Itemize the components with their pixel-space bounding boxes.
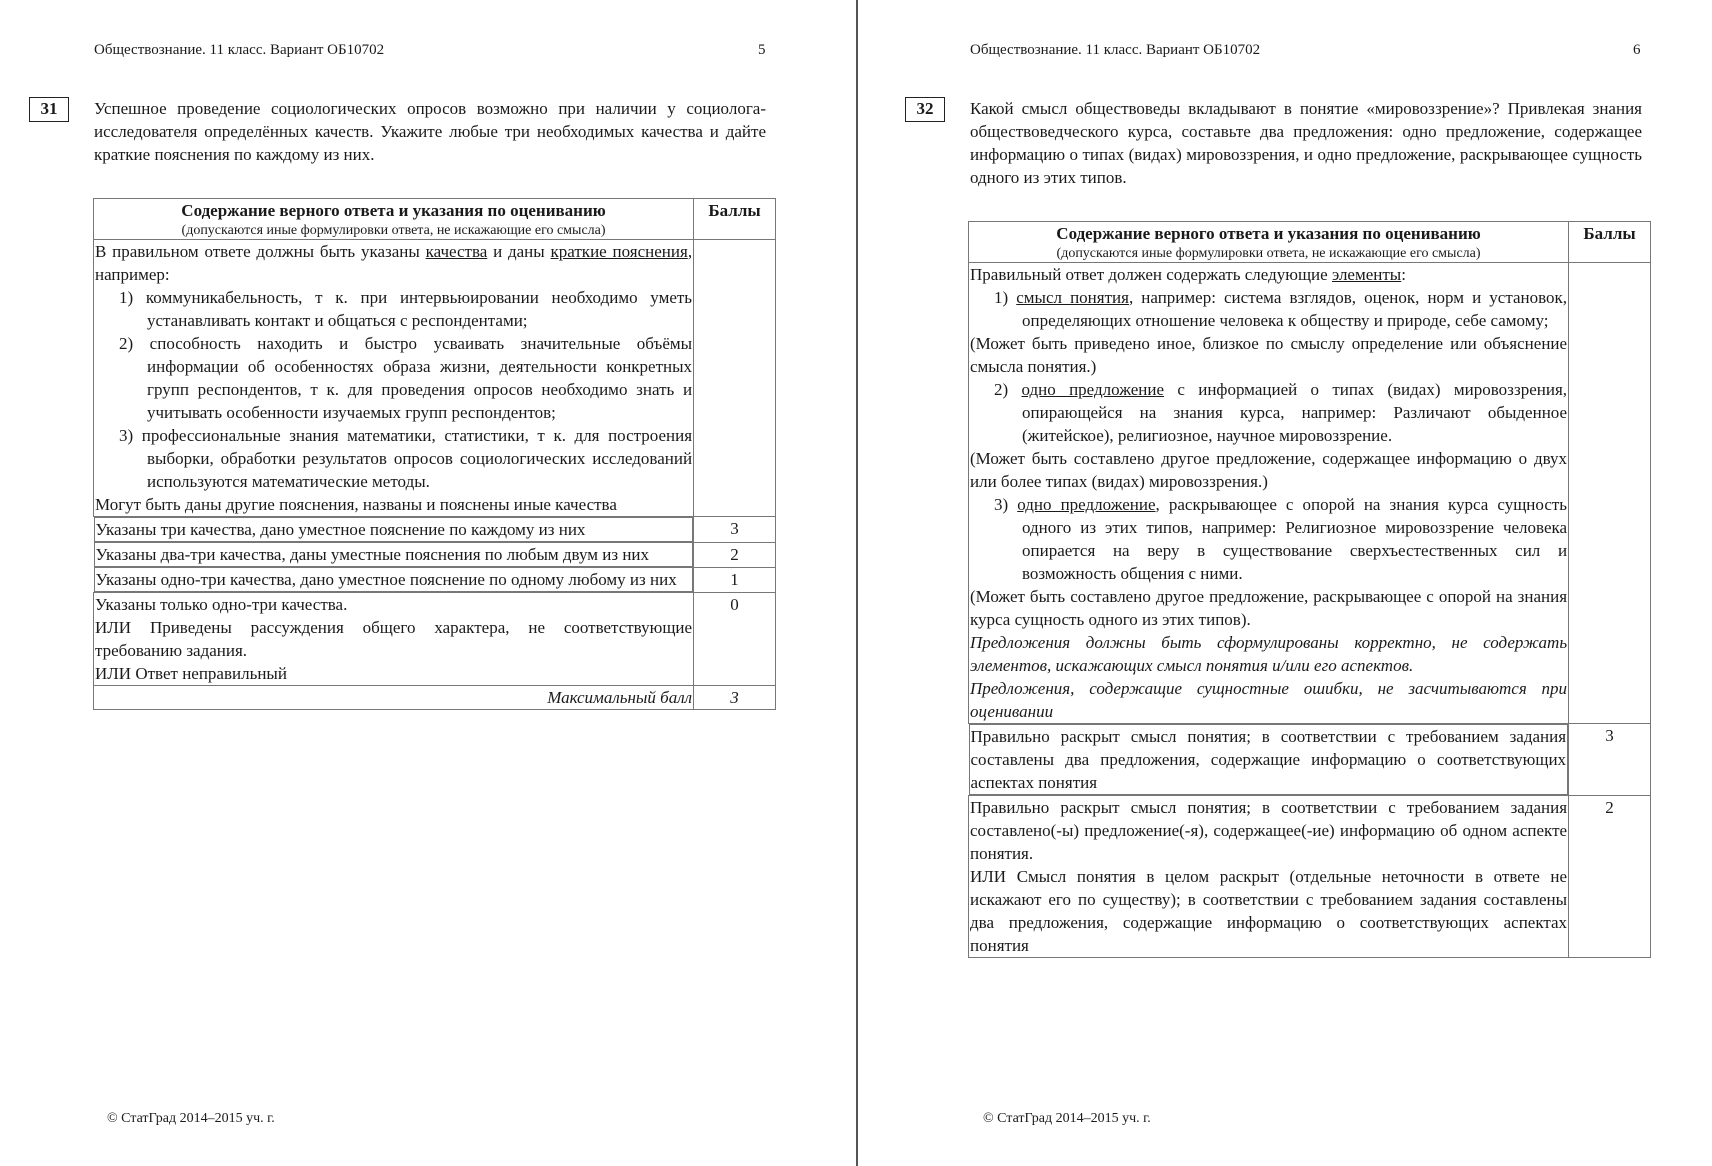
page-number: 6 bbox=[1633, 42, 1641, 58]
table-row bbox=[969, 263, 1651, 724]
criteria-text: Правильно раскрыт смысл понятия; в соответствии с требованием задания составлено(-ы) предложение(-я), содержащее(-ие) информацию об одном аспекте понятия. ИЛИ Смысл понятия в целом раскрыт (отдельные неточности в ответе не искажают его по существу); в соответствии с требованием задания составлены два предложения, содержащие информацию о соответствующих аспектах понятия bbox=[969, 796, 1569, 958]
page-number: 5 bbox=[758, 42, 766, 58]
criteria-text: Указаны два-три качества, даны уместные пояснения по любым двум из них bbox=[94, 542, 694, 567]
criteria-text: Правильно раскрыт смысл понятия; в соответствии с требованием задания составлены два предложения, содержащие информацию о соответствующих аспектах понятия bbox=[969, 724, 1569, 795]
list-item: 3) профессиональные знания математики, статистики, т к. для построения выборки, обработки результатов опросов социологических исследований используются математические методы. bbox=[119, 426, 693, 491]
page-header: Обществознание. 11 класс. Вариант ОБ10702 bbox=[94, 42, 385, 58]
page-right bbox=[858, 0, 1712, 1166]
answer-note: (Может быть составлено другое предложение, раскрывающее с опорой на знания курса сущность одного из этих типов). bbox=[970, 587, 1568, 629]
points-value: 0 bbox=[694, 593, 776, 686]
points-value: 2 bbox=[1569, 796, 1651, 958]
answer-content bbox=[94, 240, 694, 517]
page-header: Обществознание. 11 класс. Вариант ОБ10702 bbox=[970, 42, 1261, 58]
list-item: 1) коммуникабельность, т к. при интервьюировании необходимо уметь устанавливать контакт и общаться с респондентами; bbox=[119, 288, 693, 330]
table-row bbox=[94, 567, 776, 593]
table-header-points: Баллы bbox=[1569, 222, 1651, 263]
table-header-row bbox=[969, 222, 1651, 263]
page-left bbox=[0, 0, 855, 1166]
header-note: (допускаются иные формулировки ответа, не искажающие его смысла) bbox=[181, 223, 606, 238]
answer-table bbox=[93, 198, 776, 710]
page-footer: © СтатГрад 2014–2015 уч. г. bbox=[107, 1111, 275, 1126]
max-score-value: 3 bbox=[694, 686, 776, 710]
list-item: 2) одно предложение с информацией о типах (видах) мировоззрения, опирающейся на знания курса, например: Различают обыденное (житейское), религиозное, научное мировоззрение. bbox=[994, 380, 1568, 445]
points-value: 3 bbox=[1569, 724, 1651, 796]
page-footer: © СтатГрад 2014–2015 уч. г. bbox=[983, 1111, 1151, 1126]
list-item: 2) способность находить и быстро усваивать значительные объёмы информации об особенностях образа жизни, деятельности конкретных групп респондентов, т к. для проведения опросов необходимо знать и учитывать особенности изучаемых групп респондентов; bbox=[119, 334, 693, 422]
question-text: Успешное проведение социологических опросов возможно при наличии у социолога-исследователя определённых качеств. Укажите любые три необходимых качества и дайте краткие пояснения по каждому из них. bbox=[94, 99, 766, 164]
answer-instruction: Предложения, содержащие сущностные ошибки, не засчитываются при оценивании bbox=[970, 679, 1568, 721]
answer-outro: Могут быть даны другие пояснения, названы и пояснены иные качества bbox=[95, 495, 617, 514]
table-header-points: Баллы bbox=[694, 199, 776, 240]
max-score-label: Максимальный балл bbox=[94, 686, 694, 710]
table-row bbox=[94, 593, 776, 686]
table-row bbox=[94, 240, 776, 517]
answer-table bbox=[968, 221, 1651, 958]
table-row bbox=[969, 796, 1651, 958]
list-item: 1) смысл понятия, например: система взглядов, оценок, норм и установок, определяющих отношение человека к обществу и природе, себе самому; bbox=[994, 288, 1568, 330]
list-item: 3) одно предложение, раскрывающее с опорой на знания курса сущность одного из этих типов, например: Религиозное мировоззрение человека опирается на веру в существование сверхъестественных сил и возможность общения с ними. bbox=[994, 495, 1568, 583]
header-title: Содержание верного ответа и указания по оцениванию bbox=[1056, 224, 1481, 243]
points-value: 3 bbox=[694, 517, 776, 543]
criteria-text: Указаны только одно-три качества. ИЛИ Приведены рассуждения общего характера, не соответствующие требованию задания. ИЛИ Ответ неправильный bbox=[94, 593, 694, 686]
table-row bbox=[94, 542, 776, 567]
criteria-text: Указаны одно-три качества, дано уместное пояснение по одному любому из них bbox=[94, 567, 694, 592]
table-row bbox=[94, 517, 776, 543]
header-title: Содержание верного ответа и указания по оцениванию bbox=[181, 201, 606, 220]
table-header-content bbox=[94, 199, 694, 240]
question-text: Какой смысл обществоведы вкладывают в понятие «мировоззрение»? Привлекая знания обществоведческого курса, составьте два предложения: одно предложение, содержащее информацию о типах (видах) мировоззрения, и одно предложение, раскрывающее сущность одного из этих типов. bbox=[970, 99, 1642, 187]
answer-intro: В правильном ответе должны быть указаны качества и даны краткие пояснения, например: bbox=[95, 242, 693, 284]
answer-content bbox=[969, 263, 1569, 724]
question-number: 31 bbox=[29, 97, 69, 122]
answer-instruction: Предложения должны быть сформулированы корректно, не содержать элементов, искажающих смысл понятия и/или его аспектов. bbox=[970, 633, 1568, 675]
question-number: 32 bbox=[905, 97, 945, 122]
table-row bbox=[969, 724, 1651, 796]
table-header-content bbox=[969, 222, 1569, 263]
points-value: 1 bbox=[694, 567, 776, 593]
max-score-row bbox=[94, 686, 776, 710]
points-value: 2 bbox=[694, 542, 776, 567]
header-note: (допускаются иные формулировки ответа, не искажающие его смысла) bbox=[1056, 246, 1481, 261]
answer-note: (Может быть приведено иное, близкое по смыслу определение или объяснение смысла понятия.) bbox=[970, 334, 1568, 376]
criteria-text: Указаны три качества, дано уместное пояснение по каждому из них bbox=[94, 517, 694, 542]
answer-intro: Правильный ответ должен содержать следующие элементы: bbox=[970, 265, 1406, 284]
table-header-row bbox=[94, 199, 776, 240]
answer-note: (Может быть составлено другое предложение, содержащее информацию о двух или более типах (видах) мировоззрения.) bbox=[970, 449, 1568, 491]
